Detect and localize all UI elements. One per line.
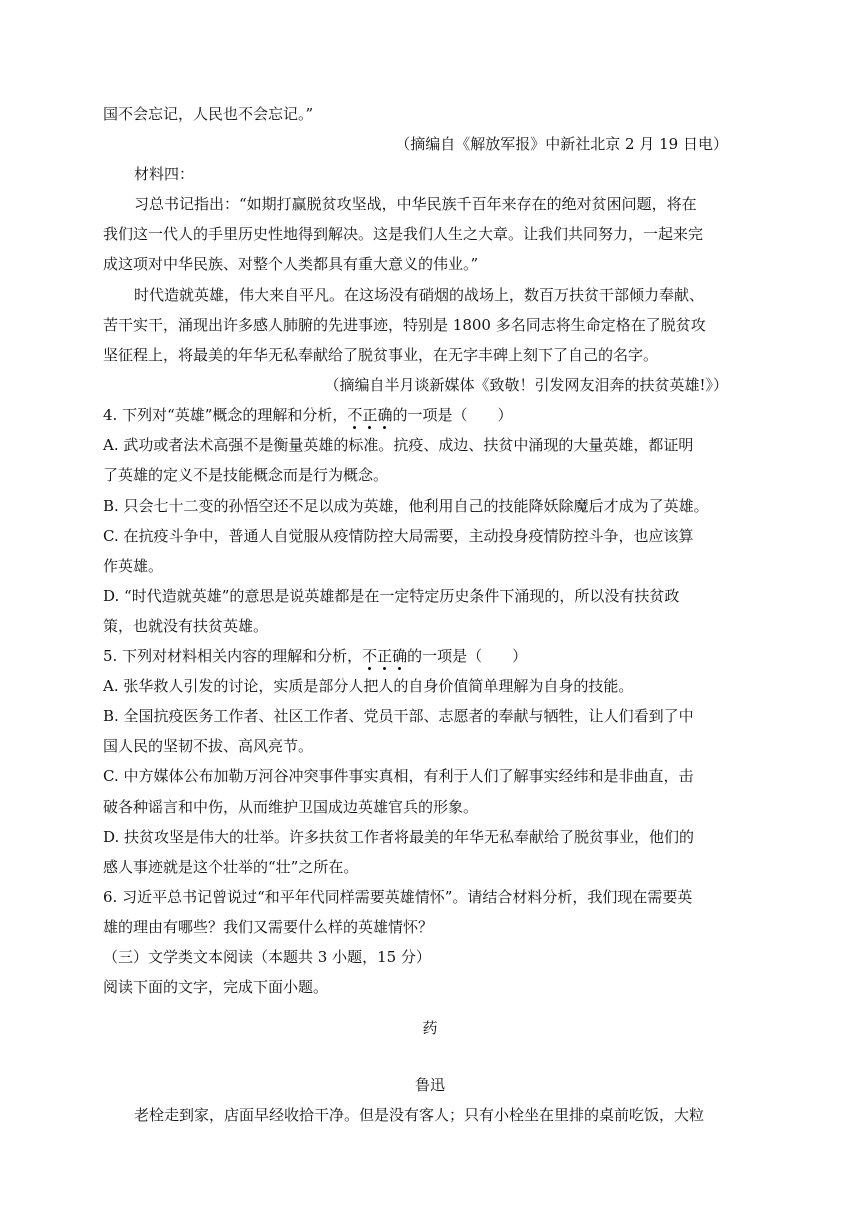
instruction: 阅读下面的文字，完成下面小题。 (103, 978, 329, 996)
emphasis-char: 不 (362, 647, 378, 665)
option-b-cont: 国人民的坚韧不拔、高风亮节。 (103, 737, 314, 755)
story-author: 鲁迅 (414, 1076, 445, 1094)
question-6: 6. 习近平总书记曾说过“和平年代同样需要英雄情怀”。请结合材料分析，我们现在需要英 (103, 888, 693, 906)
option-a: A. 武功或者法术高强不是衡量英雄的标准。抗疫、成边、扶贫中涌现的大量英雄，都证明 (103, 436, 694, 454)
text-line: 国不会忘记，人民也不会忘记。” (103, 105, 314, 123)
text-line: 我们这一代人的手里历史性地得到解决。这是我们人生之大章。让我们共同努力，一起来完 (103, 225, 704, 243)
option-a: A. 张华救人引发的讨论，实质是部分人把人的自身价值简单理解为自身的技能。 (103, 677, 634, 695)
source-citation: （摘编自《解放军报》中新社北京 2 月 19 日电） (395, 135, 728, 153)
emphasis-char: 确 (377, 406, 393, 424)
option-a-cont: 了英雄的定义不是技能概念而是行为概念。 (103, 466, 389, 484)
emphasis-char: 正 (362, 406, 378, 424)
section-heading: （三）文学类文本阅读（本题共 3 小题，15 分） (103, 948, 431, 966)
option-b: B. 只会七十二变的孙悟空还不足以成为英雄，他利用自己的技能降妖除魔后才成为了英雄。 (103, 497, 709, 515)
option-d: D. “时代造就英雄”的意思是说英雄都是在一定特定历史条件下涌现的，所以没有扶贫政 (103, 587, 680, 605)
emphasis-char: 确 (392, 647, 408, 665)
section-heading: 材料四： (134, 165, 195, 183)
option-d-cont: 感人事迹就是这个壮举的“壮”之所在。 (103, 858, 359, 876)
question-text: 4. 下列对“英雄”概念的理解和分析， (103, 406, 348, 424)
text-line: 时代造就英雄，伟大来自平凡。在这场没有硝烟的战场上，数百万扶贫干部倾力奉献、 (134, 286, 705, 304)
option-b: B. 全国抗疫医务工作者、社区工作者、党员干部、志愿者的奉献与牺牲，让人们看到了中 (103, 707, 694, 725)
option-c: C. 中方媒体公布加勒万河谷冲突事件事实真相，有利于人们了解事实经纬和是非曲直，击 (103, 767, 694, 785)
text-line: 坚征程上，将最美的年华无私奉献给了脱贫事业，在无字丰碑上刻下了自己的名字。 (103, 346, 659, 364)
text-line: 成这项对中华民族、对整个人类都具有重大意义的伟业。” (103, 255, 479, 273)
option-d-cont: 策，也就没有扶贫英雄。 (103, 617, 269, 635)
question-text: 5. 下列对材料相关内容的理解和分析， (103, 647, 363, 665)
emphasis-char: 不 (347, 406, 363, 424)
story-title: 药 (422, 1019, 438, 1037)
question-text: 的一项是（ ） (392, 406, 513, 424)
text-line: 苦干实干，涌现出许多感人肺腑的先进事迹，特别是 1800 多名同志将生命定格在了脱贫攻 (103, 316, 706, 334)
source-citation: （摘编自半月谈新媒体《致敬！引发网友泪奔的扶贫英雄!》） (324, 376, 728, 394)
question-text: 的一项是（ ） (407, 647, 528, 665)
emphasis-char: 正 (377, 647, 393, 665)
option-c-cont: 破各种谣言和中伤，从而维护卫国成边英雄官兵的形象。 (103, 798, 479, 816)
text-line: 习总书记指出：“如期打赢脱贫攻坚战，中华民族千百年来存在的绝对贫困问题，将在 (134, 195, 697, 213)
option-d: D. 扶贫攻坚是伟大的壮举。许多扶贫工作者将最美的年华无私奉献给了脱贫事业，他们的 (103, 828, 695, 846)
text-line: 老栓走到家，店面早经收拾干净。但是没有客人；只有小栓坐在里排的桌前吃饭，大粒 (134, 1106, 705, 1124)
option-c: C. 在抗疫斗争中，普通人自觉服从疫情防控大局需要，主动投身疫情防控斗争，也应该算 (103, 527, 694, 545)
option-c-cont: 作英雄。 (103, 557, 164, 575)
question-6-cont: 雄的理由有哪些？我们又需要什么样的英雄情怀？ (103, 918, 434, 936)
question-4-stem (103, 405, 512, 425)
question-5-stem (103, 646, 527, 666)
